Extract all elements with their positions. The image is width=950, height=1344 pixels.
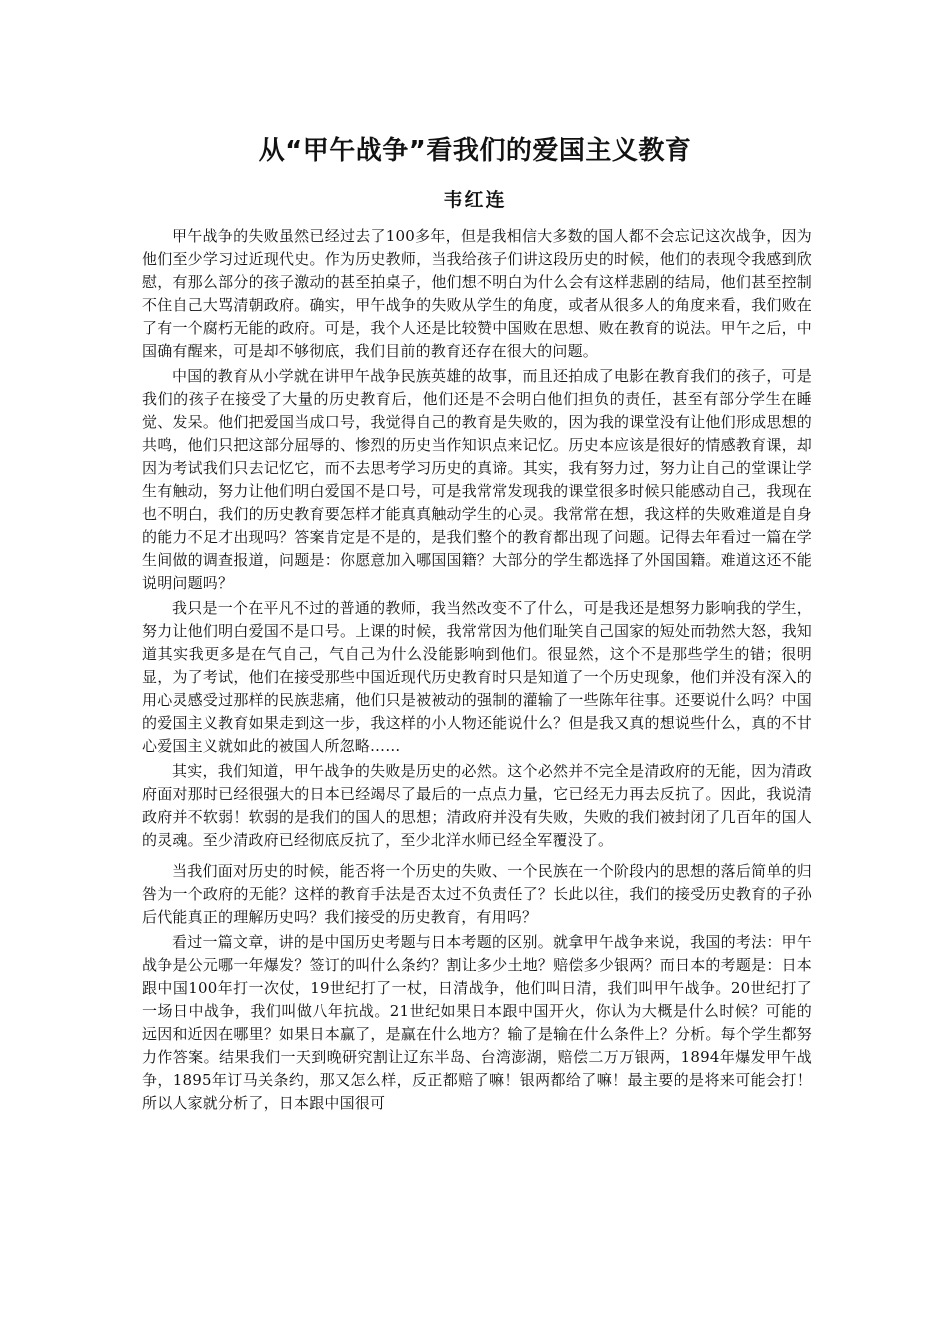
paragraph: 其实，我们知道，甲午战争的失败是历史的必然。这个必然并不完全是清政府的无能，因为清政府面对那时已经很强大的日本已经竭尽了最后的一点点力量，它已经无力再去反抗了。因此，我说清政府并不软弱！软弱的是我们的国人的思想；清政府并没有失败，失败的我们被封闭了几百年的国人的灵魂。至少清政府已经彻底反抗了，至少北洋水师已经全军覆没了。 [142,762,812,849]
author-name: 韦红连 [443,189,507,211]
article-body [142,225,812,1117]
paragraph: 看过一篇文章，讲的是中国历史考题与日本考题的区别。就拿甲午战争来说，我国的考法：甲午战争是公元哪一年爆发？签订的叫什么条约？割让多少土地？赔偿多少银两？而日本的考题是：日本跟中国100年打一次仗，19世纪打了一杖，日清战争，他们叫日清，我们叫甲午战争。20世纪打了一场日中战争，我们叫做八年抗战。21世纪如果日本跟中国开火，你认为大概是什么时候？可能的远因和近因在哪里？如果日本赢了，是赢在什么地方？输了是输在什么条件上？分析。每个学生都努力作答案。结果我们一天到晚研究割让辽东半岛、台湾澎湖，赔偿二万万银两，1894年爆发甲午战争，1895年订马关条约，那又怎么样，反正都赔了嘛！银两都给了嘛！最主要的是将来可能会打！所以人家就分析了，日本跟中国很可 [142,933,812,1112]
paragraph: 我只是一个在平凡不过的普通的教师，我当然改变不了什么，可是我还是想努力影响我的学生，努力让他们明白爱国不是口号。上课的时候，我常常因为他们耻笑自己国家的短处而勃然大怒，我知道其实我更多是在气自己，气自己为什么没能影响到他们。很显然，这个不是那些学生的错；很明显，为了考试，他们在接受那些中国近现代历史教育时只是知道了一个历史现象，他们并没有深入的用心灵感受过那样的民族悲痛，他们只是被被动的强制的灌输了一些陈年往事。还要说什么吗？中国的爱国主义教育如果走到这一步，我这样的小人物还能说什么？但是我又真的想说些什么，真的不甘心爱国主义就如此的被国人所忽略…… [142,599,812,755]
page-title: 从“甲午战争”看我们的爱国主义教育 [258,136,692,166]
paragraph: 中国的教育从小学就在讲甲午战争民族英雄的故事，而且还拍成了电影在教育我们的孩子，可是我们的孩子在接受了大量的历史教育后，他们还是不会明白他们担负的责任，甚至有部分学生在睡觉、发呆。他们把爱国当成口号，我觉得自己的教育是失败的，因为我的课堂没有让他们形成思想的共鸣，他们只把这部分屈辱的、惨烈的历史当作知识点来记忆。历史本应该是很好的情感教育课，却因为考试我们只去记忆它，而不去思考学习历史的真谛。其实，我有努力过，努力让自己的堂课让学生有触动，努力让他们明白爱国不是口号，可是我常常发现我的课堂很多时候只能感动自己，我现在也不明白，我们的历史教育要怎样才能真真触动学生的心灵。我常常在想，我这样的失败难道是自身的能力不足才出现吗？答案肯定是不是的，是我们整个的教育都出现了问题。记得去年看过一篇在学生间做的调查报道，问题是：你愿意加入哪国国籍？大部分的学生都选择了外国国籍。难道这还不能说明问题吗？ [142,367,812,592]
paragraph: 甲午战争的失败虽然已经过去了100多年，但是我相信大多数的国人都不会忘记这次战争，因为他们至少学习过近现代史。作为历史教师，当我给孩子们讲这段历史的时候，他们的表现令我感到欣慰，有那么部分的孩子激动的甚至拍桌子，他们想不明白为什么会有这样悲剧的结局，他们甚至控制不住自己大骂清朝政府。确实，甲午战争的失败从学生的角度，或者从很多人的角度来看，我们败在了有一个腐朽无能的政府。可是，我个人还是比较赞中国败在思想、败在教育的说法。甲午之后，中国确有醒来，可是却不够彻底，我们目前的教育还存在很大的问题。 [142,227,812,360]
paragraph: 当我们面对历史的时候，能否将一个历史的失败、一个民族在一个阶段内的思想的落后简单的归咎为一个政府的无能？这样的教育手法是否太过不负责任了？长此以往，我们的接受历史教育的子孙后代能真正的理解历史吗？我们接受的历史教育，有用吗？ [142,862,812,926]
